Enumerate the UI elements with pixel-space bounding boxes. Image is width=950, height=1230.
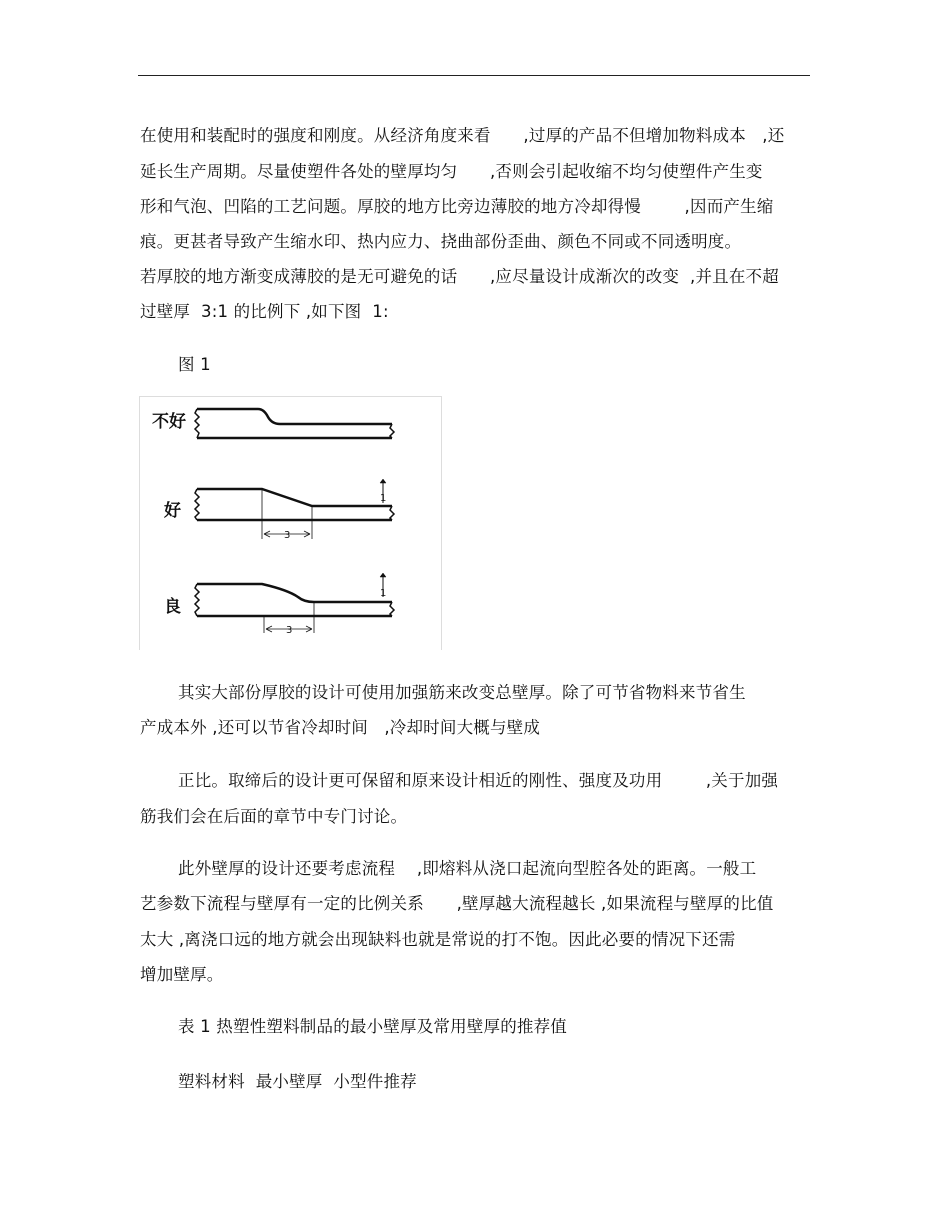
- text-line: 过壁厚 3:1 的比例下 ,如下图 1:: [140, 302, 389, 321]
- table-header: 塑料材料 最小壁厚 小型件推荐: [178, 1072, 417, 1091]
- profile-fine: [195, 573, 394, 633]
- profile-bad: [195, 409, 394, 438]
- table-title: 表 1 热塑性塑料制品的最小壁厚及常用壁厚的推荐值: [178, 1017, 567, 1036]
- header-rule: [138, 75, 810, 76]
- dim-long-fine: 3: [286, 625, 293, 636]
- text-line: 延长生产周期。尽量使塑件各处的壁厚均匀 ,否则会引起收缩不均匀使塑件产生变: [140, 162, 763, 181]
- text-line: 形和气泡、凹陷的工艺问题。厚胶的地方比旁边薄胶的地方冷却得慢 ,因而产生缩: [140, 197, 774, 216]
- text-line: 太大 ,离浇口远的地方就会出现缺料也就是常说的打不饱。因此必要的情况下还需: [140, 930, 736, 949]
- label-fine: 良: [164, 597, 181, 617]
- label-good: 好: [164, 501, 181, 521]
- text-line: 若厚胶的地方渐变成薄胶的是无可避免的话 ,应尽量设计成渐次的改变 ,并且在不超: [140, 267, 779, 286]
- text-line: 正比。取缔后的设计更可保留和原来设计相近的刚性、强度及功用 ,关于加强: [178, 771, 779, 790]
- profile-good: [195, 479, 394, 539]
- dim-long-good: 3: [284, 530, 291, 541]
- figure-caption: 图 1: [178, 355, 211, 374]
- dim-short-fine: 1: [380, 588, 387, 599]
- text-line: 在使用和装配时的强度和刚度。从经济角度来看 ,过厚的产品不但增加物料成本 ,还: [140, 126, 785, 145]
- wall-transition-diagram: [140, 397, 443, 651]
- text-line: 产成本外 ,还可以节省冷却时间 ,冷却时间大概与壁成: [140, 718, 541, 737]
- label-bad: 不好: [152, 412, 186, 432]
- dim-short-good: 1: [380, 493, 387, 504]
- text-line: 筋我们会在后面的章节中专门讨论。: [140, 807, 408, 826]
- wall-thickness-figure: [139, 396, 442, 650]
- text-line: 其实大部份厚胶的设计可使用加强筋来改变总壁厚。除了可节省物料来节省生: [178, 683, 746, 702]
- text-line: 痕。更甚者导致产生缩水印、热内应力、挠曲部份歪曲、颜色不同或不同透明度。: [140, 232, 742, 251]
- text-line: 此外壁厚的设计还要考虑流程 ,即熔料从浇口起流向型腔各处的距离。一般工: [178, 859, 757, 878]
- text-line: 增加壁厚。: [140, 965, 224, 984]
- text-line: 艺参数下流程与壁厚有一定的比例关系 ,壁厚越大流程越长 ,如果流程与壁厚的比值: [140, 894, 774, 913]
